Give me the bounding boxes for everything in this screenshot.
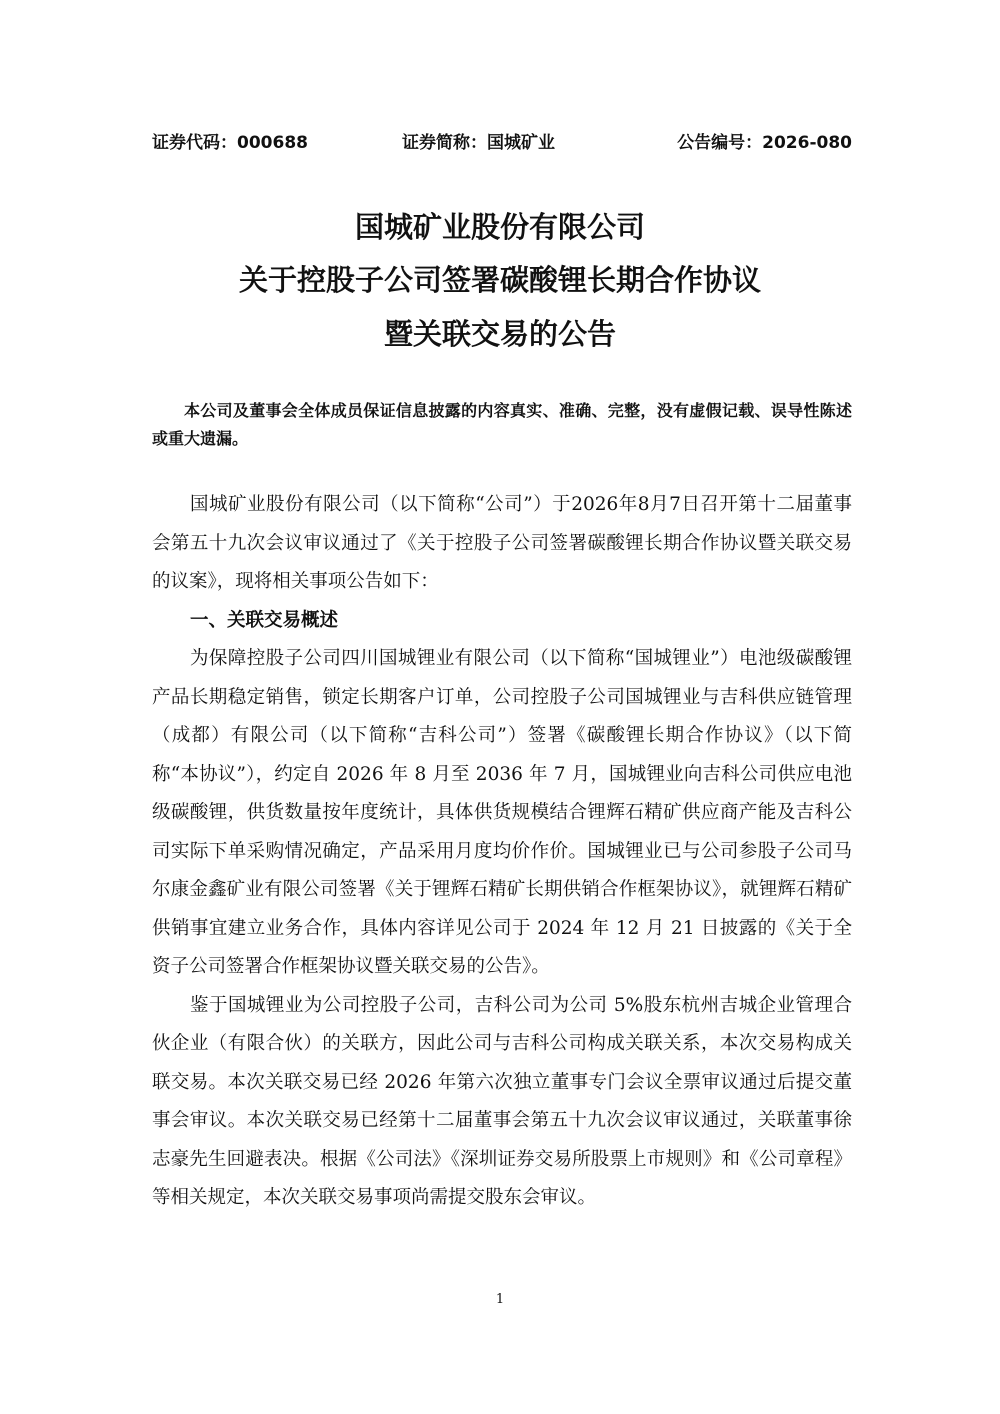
- title-line-3: 暨关联交易的公告: [383, 317, 616, 351]
- security-code: 证券代码：000688: [152, 133, 308, 153]
- title-line-2: 关于控股子公司签署碳酸锂长期合作协议: [238, 263, 761, 297]
- page-number: 1: [495, 1292, 505, 1307]
- overview-paragraph-2: 鉴于国城锂业为公司控股子公司，吉科公司为公司 5%股东杭州吉城企业管理合伙企业（有限合伙）的关联方，因此公司与吉科公司构成关联关系，本次交易构成关联交易。本次关联交易已经 2026 年第六次独立董事专门会议全票审议通过后提交董事会审议。本次关联交易已经第十二届董事会第五十九次会议审议通过，关联董事徐志豪先生回避表决。根据《公司法》《深圳证券交易所股票上市规则》和《公司章程》等相关规定，本次关联交易事项尚需提交股东会审议。: [152, 994, 852, 1208]
- overview-paragraph-1: 为保障控股子公司四川国城锂业有限公司（以下简称“国城锂业”）电池级碳酸锂产品长期稳定销售，锁定长期客户订单，公司控股子公司国城锂业与吉科供应链管理（成都）有限公司（以下简称“吉科公司”）签署《碳酸锂长期合作协议》（以下简称“本协议”），约定自 2026 年 8 月至 2036 年 7 月，国城锂业向吉科公司供应电池级碳酸锂，供货数量按年度统计，具体供货规模结合锂辉石精矿供应商产能及吉科公司实际下单采购情况确定，产品采用月度均价作价。国城锂业已与公司参股子公司马尔康金鑫矿业有限公司签署《关于锂辉石精矿长期供销合作框架协议》，就锂辉石精矿供销事宜建立业务合作，具体内容详见公司于 2024 年 12 月 21 日披露的《关于全资子公司签署合作框架协议暨关联交易的公告》。: [152, 648, 852, 977]
- title-line-1: 国城矿业股份有限公司: [354, 210, 645, 244]
- document-body: [152, 486, 852, 1218]
- announcement-number: 公告编号：2026-080: [677, 133, 852, 153]
- board-declaration: 本公司及董事会全体成员保证信息披露的内容真实、准确、完整，没有虚假记载、误导性陈述或重大遗漏。: [152, 401, 852, 448]
- document-header: [152, 128, 852, 158]
- security-short-name: 证券简称：国城矿业: [402, 133, 555, 153]
- section-heading-1: 一、关联交易概述: [190, 609, 339, 631]
- intro-paragraph: 国城矿业股份有限公司（以下简称“公司”）于2026年8月7日召开第十二届董事会第五十九次会议审议通过了《关于控股子公司签署碳酸锂长期合作协议暨关联交易的议案》，现将相关事项公告如下：: [152, 494, 852, 592]
